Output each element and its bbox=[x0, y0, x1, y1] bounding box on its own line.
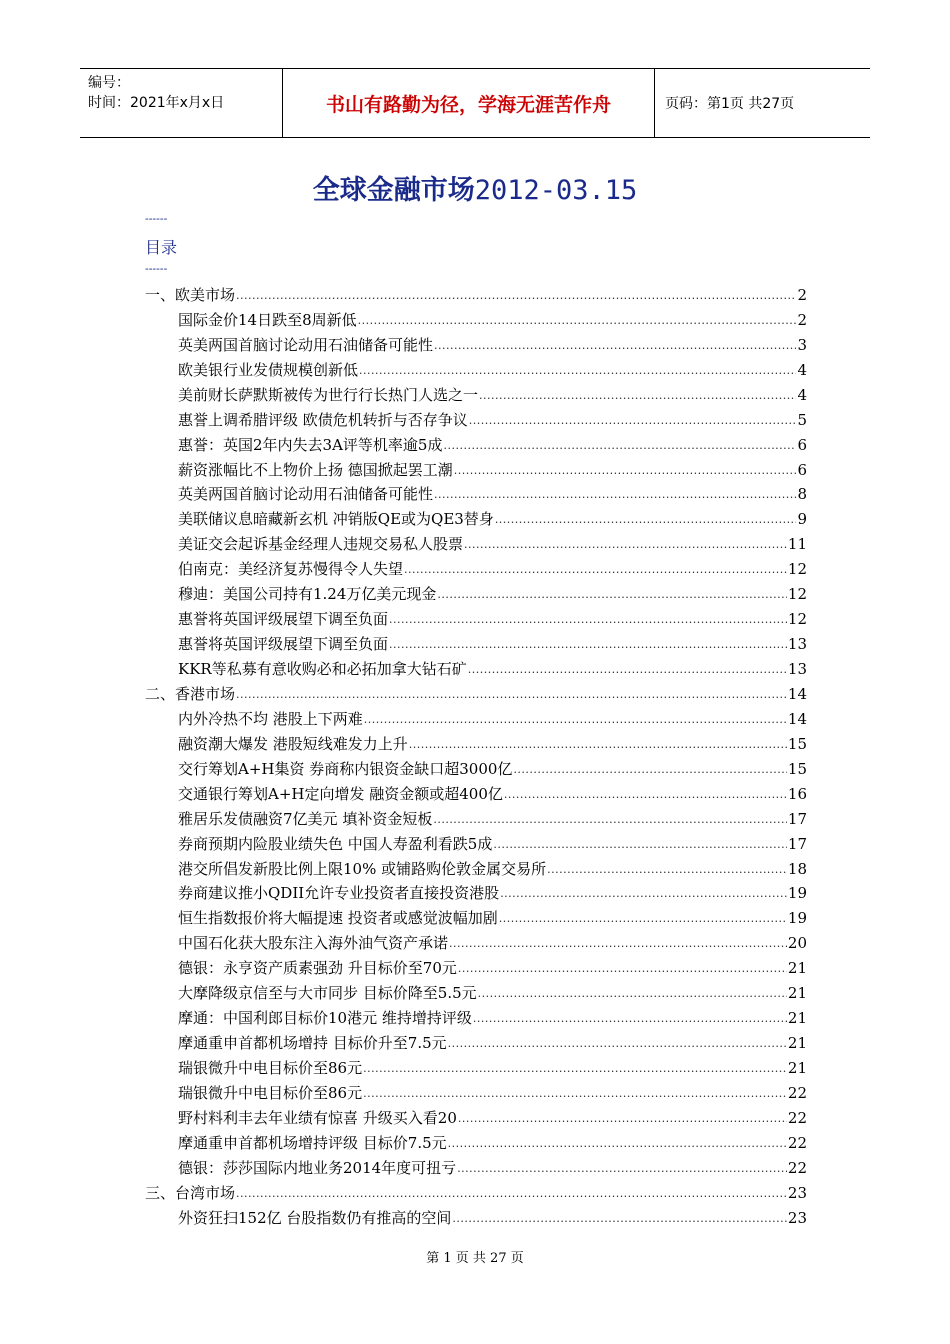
header-page-info: 页码：第1页 共27页 bbox=[665, 96, 795, 112]
toc-entry-page: 17 bbox=[787, 809, 807, 828]
toc-leader-dots bbox=[493, 836, 787, 854]
toc-dashes-bottom: ------ bbox=[145, 262, 168, 275]
toc-entry[interactable] bbox=[145, 433, 807, 458]
toc-entry-page: 21 bbox=[787, 984, 807, 1003]
toc-entry-page: 20 bbox=[787, 934, 807, 953]
toc-entry-page: 21 bbox=[787, 1034, 807, 1053]
toc-leader-dots bbox=[478, 985, 787, 1003]
page-footer: 第 1 页 共 27 页 bbox=[426, 1251, 524, 1266]
toc-entry-title: 惠誉将英国评级展望下调至负面 bbox=[178, 610, 389, 629]
toc-leader-dots bbox=[443, 437, 796, 455]
toc-entry[interactable] bbox=[145, 981, 807, 1006]
toc-entry[interactable] bbox=[145, 732, 807, 757]
toc-entry[interactable] bbox=[145, 358, 807, 383]
toc-section-entry[interactable] bbox=[145, 1181, 807, 1206]
toc-entry-title: 英美两国首脑讨论动用石油储备可能性 bbox=[178, 485, 434, 504]
toc-entry-page: 8 bbox=[797, 485, 807, 504]
toc-leader-dots bbox=[479, 387, 796, 405]
table-of-contents bbox=[145, 283, 807, 1231]
toc-leader-dots bbox=[434, 337, 796, 355]
toc-entry-page: 17 bbox=[787, 834, 807, 853]
toc-entry[interactable] bbox=[145, 757, 807, 782]
toc-entry-page: 6 bbox=[797, 460, 807, 479]
toc-entry-title: 交通银行筹划A+H定向增发 融资金额或超400亿 bbox=[178, 784, 503, 803]
toc-entry-title: 惠誉上调希腊评级 欧债危机转折与否存争议 bbox=[178, 410, 468, 429]
toc-leader-dots bbox=[457, 1160, 787, 1178]
toc-entry-title: 大摩降级京信至与大市同步 目标价降至5.5元 bbox=[178, 984, 477, 1003]
toc-entry-page: 19 bbox=[787, 909, 807, 928]
toc-entry-page: 4 bbox=[797, 360, 807, 379]
toc-entry-page: 13 bbox=[787, 660, 807, 679]
toc-entry[interactable] bbox=[145, 782, 807, 807]
toc-entry[interactable] bbox=[145, 607, 807, 632]
toc-leader-dots bbox=[454, 462, 797, 480]
toc-entry[interactable] bbox=[145, 857, 807, 882]
toc-entry-title: 二、香港市场 bbox=[145, 684, 236, 703]
toc-entry-title: 瑞银微升中电目标价至86元 bbox=[178, 1059, 363, 1078]
toc-entry-page: 23 bbox=[787, 1208, 807, 1227]
toc-entry[interactable] bbox=[145, 483, 807, 508]
toc-entry-title: 港交所倡发新股比例上限10% 或铺路购伦敦金属交易所 bbox=[178, 859, 547, 878]
toc-entry-title: 内外冷热不均 港股上下两难 bbox=[178, 709, 363, 728]
toc-entry[interactable] bbox=[145, 458, 807, 483]
toc-entry-page: 12 bbox=[787, 585, 807, 604]
document-title-text: 全球金融市场 bbox=[312, 175, 475, 206]
toc-entry-title: 欧美银行业发债规模创新低 bbox=[178, 360, 359, 379]
toc-leader-dots bbox=[364, 711, 787, 729]
toc-leader-dots bbox=[437, 586, 787, 604]
toc-entry[interactable] bbox=[145, 1006, 807, 1031]
toc-section-entry[interactable] bbox=[145, 283, 807, 308]
toc-entry[interactable] bbox=[145, 1131, 807, 1156]
toc-leader-dots bbox=[434, 486, 796, 504]
toc-leader-dots bbox=[452, 1210, 787, 1228]
toc-entry-page: 14 bbox=[787, 709, 807, 728]
toc-leader-dots bbox=[499, 910, 787, 928]
toc-leader-dots bbox=[389, 611, 787, 629]
toc-entry-page: 18 bbox=[787, 859, 807, 878]
toc-entry-title: KKR等私募有意收购必和必拓加拿大钻石矿 bbox=[178, 660, 467, 679]
toc-entry-page: 2 bbox=[797, 310, 807, 329]
toc-entry-page: 5 bbox=[797, 410, 807, 429]
document-number-label: 编号： bbox=[88, 75, 130, 91]
toc-entry[interactable] bbox=[145, 632, 807, 657]
toc-leader-dots bbox=[500, 885, 787, 903]
toc-heading: 目录 bbox=[145, 238, 178, 257]
header-motto: 书山有路勤为径，学海无涯苦作舟 bbox=[282, 69, 655, 137]
toc-leader-dots bbox=[363, 1085, 787, 1103]
toc-entry-title: 伯南克：美经济复苏慢得令人失望 bbox=[178, 560, 404, 579]
toc-entry[interactable] bbox=[145, 882, 807, 907]
toc-entry-title: 三、台湾市场 bbox=[145, 1183, 236, 1202]
toc-entry[interactable] bbox=[145, 931, 807, 956]
toc-leader-dots bbox=[363, 1060, 787, 1078]
toc-entry-title: 惠誉：英国2年内失去3A评等机率逾5成 bbox=[178, 435, 443, 454]
toc-entry-title: 交行筹划A+H集资 券商称内银资金缺口超3000亿 bbox=[178, 759, 513, 778]
toc-entry-page: 15 bbox=[787, 734, 807, 753]
toc-entry-page: 2 bbox=[797, 285, 807, 304]
toc-entry-page: 21 bbox=[787, 1059, 807, 1078]
document-title bbox=[0, 168, 950, 207]
toc-leader-dots bbox=[359, 362, 796, 380]
page-header bbox=[80, 68, 870, 138]
toc-entry[interactable] bbox=[145, 1056, 807, 1081]
toc-entry[interactable] bbox=[145, 1156, 807, 1181]
toc-entry-title: 英美两国首脑讨论动用石油储备可能性 bbox=[178, 335, 434, 354]
toc-entry-page: 13 bbox=[787, 635, 807, 654]
toc-entry-title: 薪资涨幅比不上物价上扬 德国掀起罢工潮 bbox=[178, 460, 453, 479]
toc-leader-dots bbox=[464, 536, 787, 554]
toc-entry-title: 穆迪：美国公司持有1.24万亿美元现金 bbox=[178, 585, 437, 604]
toc-entry[interactable] bbox=[145, 383, 807, 408]
toc-leader-dots bbox=[504, 786, 787, 804]
toc-entry-title: 券商建议推小QDII允许专业投资者直接投资港股 bbox=[178, 884, 500, 903]
toc-entry[interactable] bbox=[145, 557, 807, 582]
toc-entry-page: 21 bbox=[787, 959, 807, 978]
toc-entry-page: 15 bbox=[787, 759, 807, 778]
toc-entry-title: 恒生指数报价将大幅提速 投资者或感觉波幅加剧 bbox=[178, 909, 498, 928]
document-title-date: 2012-03.15 bbox=[474, 175, 638, 206]
toc-entry-title: 瑞银微升中电目标价至86元 bbox=[178, 1083, 363, 1102]
toc-entry[interactable] bbox=[145, 507, 807, 532]
toc-entry[interactable] bbox=[145, 906, 807, 931]
toc-entry-page: 22 bbox=[787, 1083, 807, 1102]
toc-leader-dots bbox=[236, 1185, 787, 1203]
toc-entry-title: 美证交会起诉基金经理人违规交易私人股票 bbox=[178, 535, 464, 554]
toc-leader-dots bbox=[448, 1035, 787, 1053]
toc-entry-page: 12 bbox=[787, 610, 807, 629]
toc-leader-dots bbox=[513, 761, 786, 779]
toc-entry-page: 3 bbox=[797, 335, 807, 354]
toc-entry-page: 6 bbox=[797, 435, 807, 454]
toc-leader-dots bbox=[547, 861, 787, 879]
toc-leader-dots bbox=[449, 935, 787, 953]
toc-entry[interactable] bbox=[145, 657, 807, 682]
toc-entry-title: 德银：永亨资产质素强劲 升目标价至70元 bbox=[178, 959, 457, 978]
toc-entry[interactable] bbox=[145, 832, 807, 857]
toc-leader-dots bbox=[458, 1110, 787, 1128]
toc-entry[interactable] bbox=[145, 707, 807, 732]
toc-leader-dots bbox=[468, 661, 787, 679]
toc-entry-title: 德银：莎莎国际内地业务2014年度可扭亏 bbox=[178, 1158, 457, 1177]
document-time-label: 时间：2021年x月x日 bbox=[88, 95, 225, 111]
toc-entry[interactable] bbox=[145, 333, 807, 358]
toc-entry-page: 4 bbox=[797, 385, 807, 404]
toc-leader-dots bbox=[358, 312, 797, 330]
toc-entry-page: 11 bbox=[787, 535, 807, 554]
toc-leader-dots bbox=[473, 1010, 787, 1028]
toc-entry[interactable] bbox=[145, 1031, 807, 1056]
toc-entry-title: 雅居乐发债融资7亿美元 填补资金短板 bbox=[178, 809, 433, 828]
toc-entry-page: 22 bbox=[787, 1133, 807, 1152]
toc-entry-page: 21 bbox=[787, 1009, 807, 1028]
toc-entry[interactable] bbox=[145, 532, 807, 557]
toc-entry-title: 中国石化获大股东注入海外油气资产承诺 bbox=[178, 934, 449, 953]
toc-leader-dots bbox=[409, 736, 787, 754]
toc-leader-dots bbox=[495, 511, 797, 529]
toc-leader-dots bbox=[433, 811, 787, 829]
toc-entry-page: 9 bbox=[797, 510, 807, 529]
toc-leader-dots bbox=[448, 1135, 787, 1153]
toc-leader-dots bbox=[389, 636, 787, 654]
toc-entry-title: 摩通重申首都机场增持评级 目标价7.5元 bbox=[178, 1133, 447, 1152]
toc-section-entry[interactable] bbox=[145, 682, 807, 707]
toc-leader-dots bbox=[236, 686, 787, 704]
toc-dashes-top: ------ bbox=[145, 212, 168, 225]
toc-entry-title: 惠誉将英国评级展望下调至负面 bbox=[178, 635, 389, 654]
toc-entry-page: 14 bbox=[787, 684, 807, 703]
toc-entry-title: 融资潮大爆发 港股短线难发力上升 bbox=[178, 734, 408, 753]
toc-entry-title: 摩通重申首都机场增持 目标价升至7.5元 bbox=[178, 1034, 447, 1053]
toc-entry-title: 美前财长萨默斯被传为世行行长热门人选之一 bbox=[178, 385, 479, 404]
toc-entry[interactable] bbox=[145, 308, 807, 333]
toc-leader-dots bbox=[458, 960, 787, 978]
toc-entry[interactable] bbox=[145, 1106, 807, 1131]
toc-entry[interactable] bbox=[145, 408, 807, 433]
toc-entry[interactable] bbox=[145, 1206, 807, 1231]
toc-entry-title: 外资狂扫152亿 台股指数仍有推高的空间 bbox=[178, 1208, 452, 1227]
toc-entry[interactable] bbox=[145, 807, 807, 832]
toc-entry-title: 摩通：中国利郎目标价10港元 维持增持评级 bbox=[178, 1009, 472, 1028]
toc-entry-title: 国际金价14日跌至8周新低 bbox=[178, 310, 357, 329]
toc-entry-page: 23 bbox=[787, 1183, 807, 1202]
toc-entry-title: 野村料利丰去年业绩有惊喜 升级买入看20 bbox=[178, 1108, 457, 1127]
toc-leader-dots bbox=[469, 412, 797, 430]
toc-entry-title: 券商预期内险股业绩失色 中国人寿盈利看跌5成 bbox=[178, 834, 493, 853]
header-meta bbox=[80, 69, 282, 137]
toc-entry-page: 22 bbox=[787, 1158, 807, 1177]
toc-entry-page: 19 bbox=[787, 884, 807, 903]
toc-entry[interactable] bbox=[145, 956, 807, 981]
toc-leader-dots bbox=[404, 561, 787, 579]
toc-entry[interactable] bbox=[145, 1081, 807, 1106]
toc-entry[interactable] bbox=[145, 582, 807, 607]
toc-entry-page: 12 bbox=[787, 560, 807, 579]
toc-leader-dots bbox=[236, 287, 796, 305]
toc-entry-page: 22 bbox=[787, 1108, 807, 1127]
toc-entry-page: 16 bbox=[787, 784, 807, 803]
toc-entry-title: 一、欧美市场 bbox=[145, 285, 236, 304]
toc-entry-title: 美联储议息暗藏新玄机 冲销版QE或为QE3替身 bbox=[178, 510, 494, 529]
